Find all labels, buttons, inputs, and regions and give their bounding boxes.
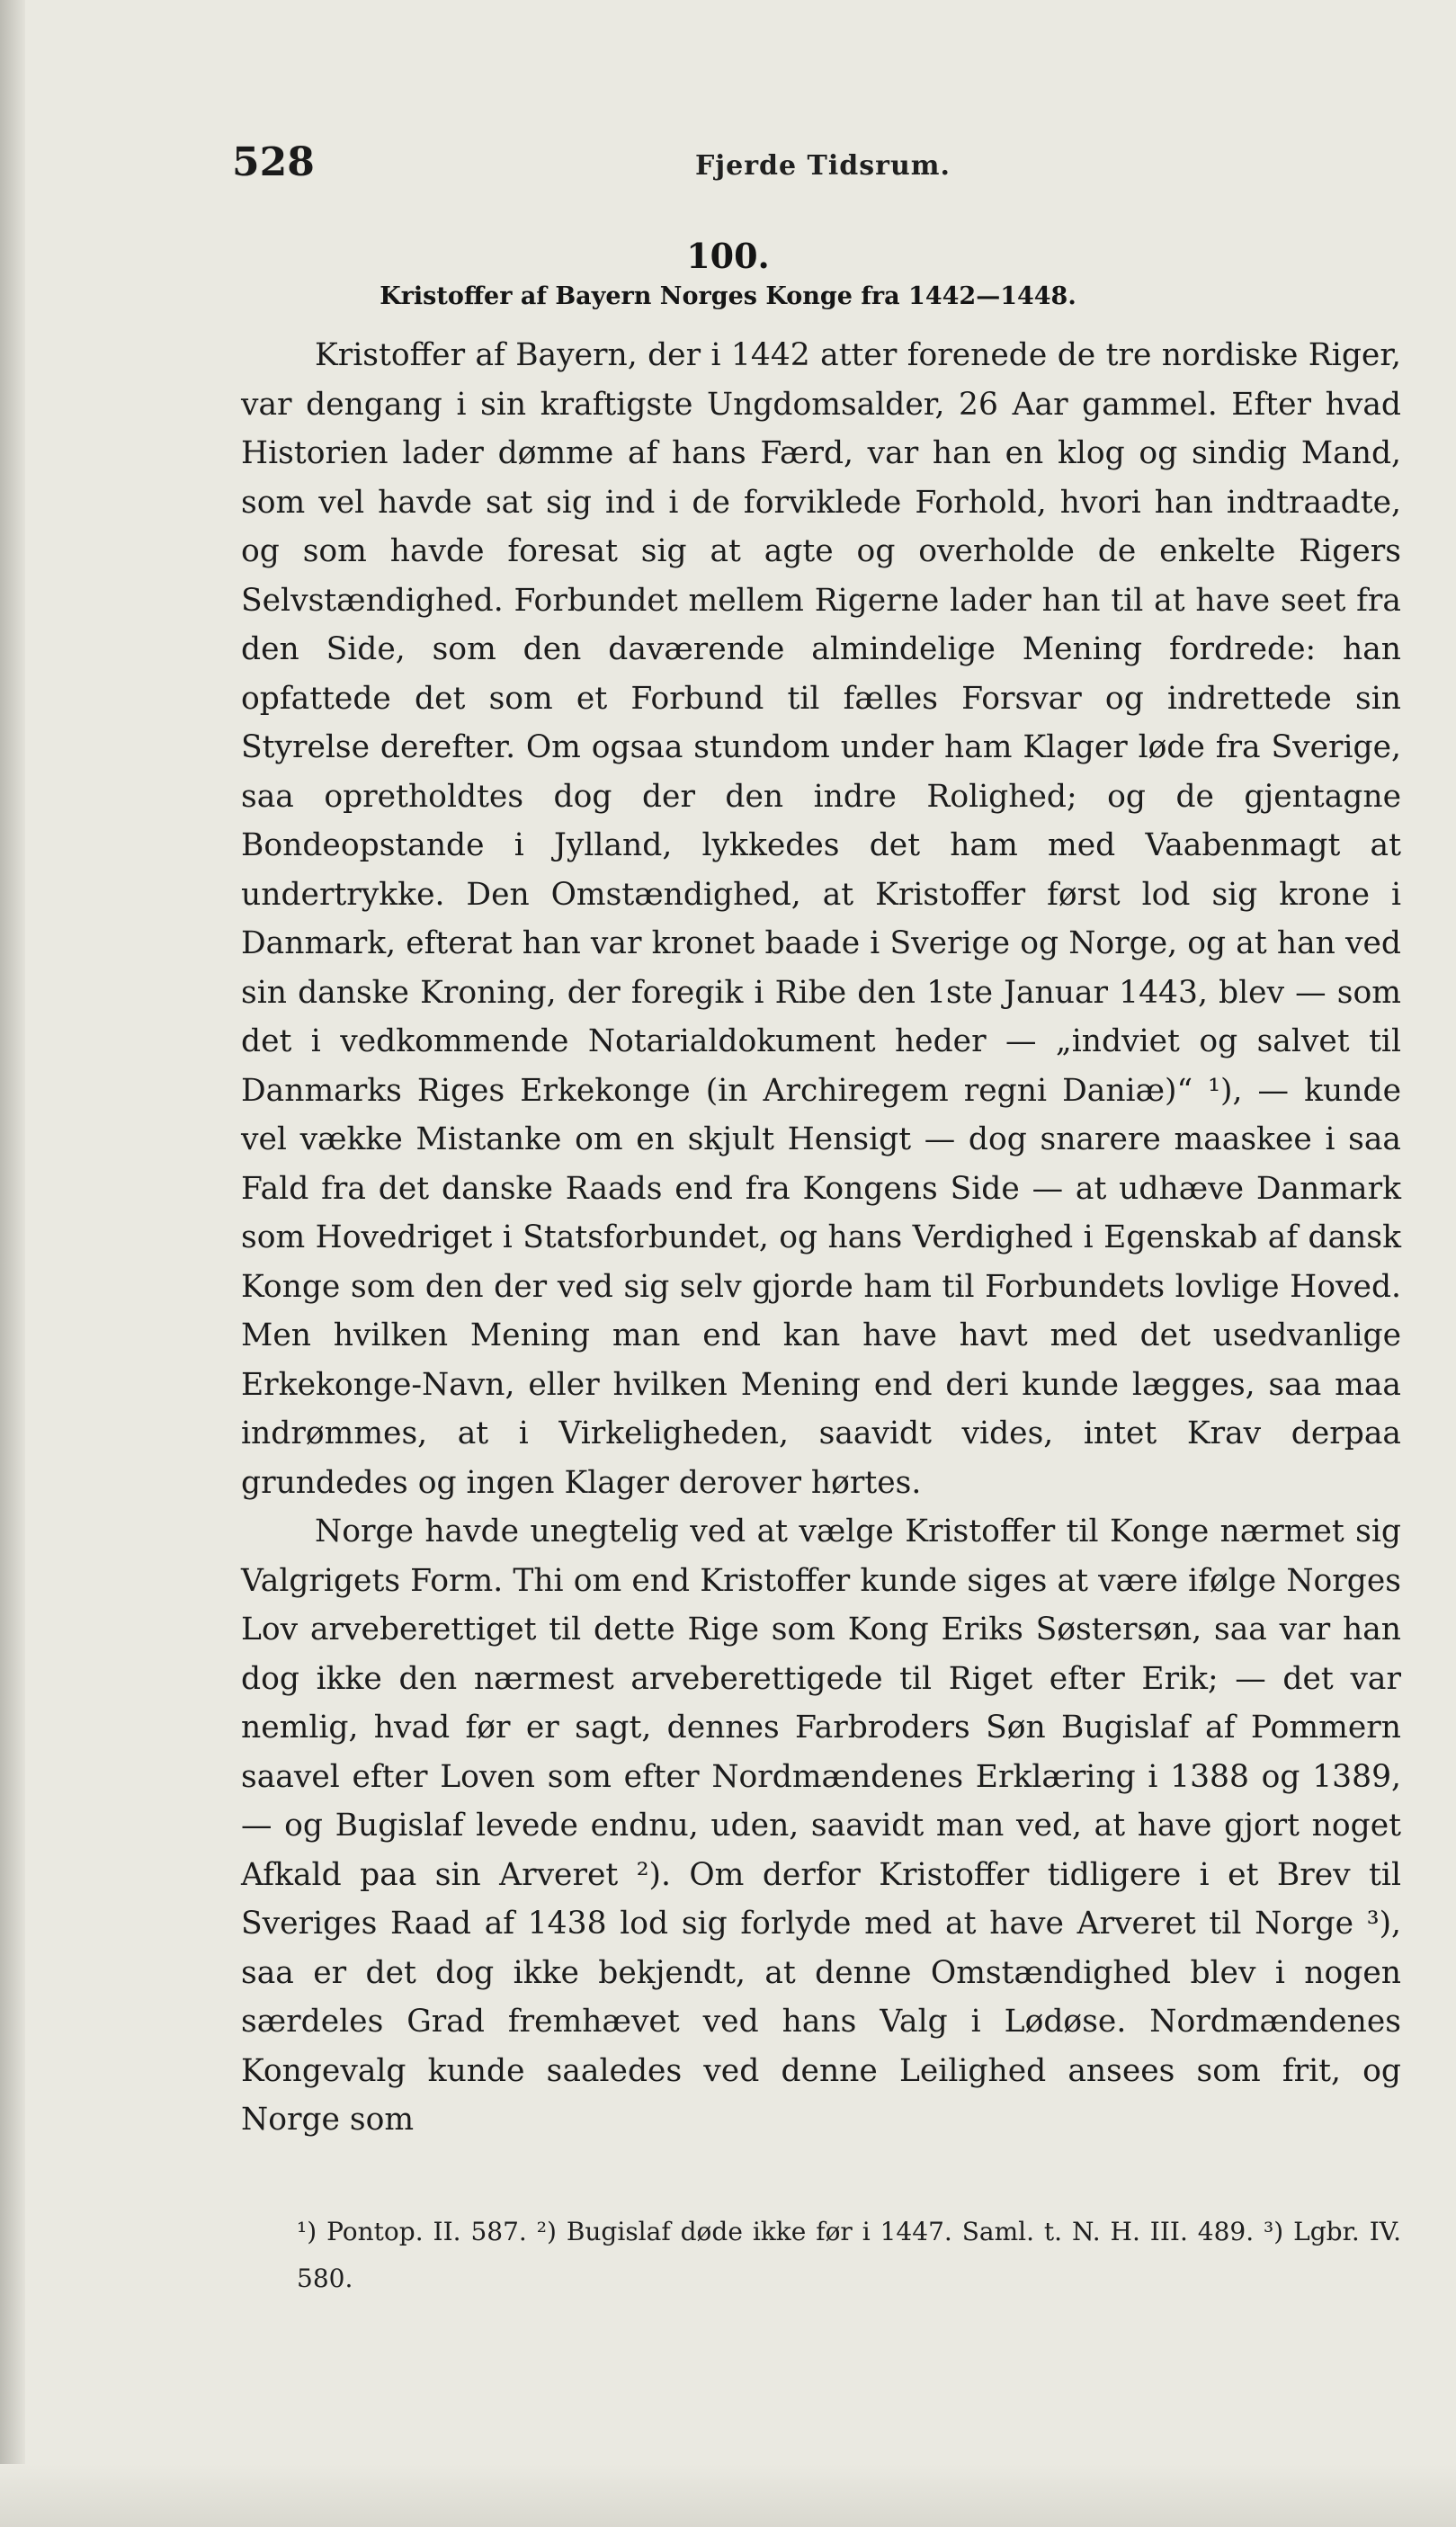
footnotes bbox=[297, 2209, 1401, 2302]
page-header bbox=[232, 139, 1401, 202]
body-text bbox=[241, 331, 1401, 2145]
page-bottom-margin bbox=[0, 2464, 1456, 2527]
section-number: 100. bbox=[686, 236, 770, 276]
paragraph: Kristoffer af Bayern, der i 1442 atter forenede de tre nordiske Riger, var dengang i sin kraftigste Ungdomsalder, 26 Aar gammel. Efter hvad Historien lader dømme af hans Færd, var han en klog og sindig Mand, som vel havde sat sig ind i de forviklede Forhold, hvori han indtraadte, og som havde foresat sig at agte og overholde de enkelte Rigers Selvstændighed. Forbundet mellem Rigerne lader han til at have seet fra den Side, som den daværende almindelige Mening fordrede: han opfattede det som et Forbund til fælles Forsvar og indrettede sin Styrelse derefter. Om ogsaa stundom under ham Klager løde fra Sverige, saa opretholdtes dog der den indre Rolighed; og de gjentagne Bondeopstande i Jylland, lykkedes det ham med Vaabenmagt at undertrykke. Den Omstændighed, at Kristoffer først lod sig krone i Danmark, efterat han var kronet baade i Sverige og Norge, og at han ved sin danske Kroning, der foregik i Ribe den 1ste Januar 1443, blev — som det i vedkommende Notarialdokument heder — „indviet og salvet til Danmarks Riges Erkekonge (in Archiregem regni Daniæ)“ ¹), — kunde vel vække Mistanke om en skjult Hensigt — dog snarere maaskee i saa Fald fra det danske Raads end fra Kongens Side — at udhæve Danmark som Hovedriget i Statsforbundet, og hans Verdighed i Egenskab af dansk Konge som den der ved sig selv gjorde ham til Forbundets lovlige Hoved. Men hvilken Mening man end kan have havt med det usedvanlige Erkekonge-Navn, eller hvilken Mening end deri kunde lægges, saa maa indrømmes, at i Virkeligheden, saavidt vides, intet Krav derpaa grundedes og ingen Klager derover hørtes. bbox=[241, 337, 1401, 1501]
section-title: Kristoffer af Bayern Norges Konge fra 1442—1448. bbox=[380, 282, 1076, 310]
footnote-line: ¹) Pontop. II. 587. ²) Bugislaf døde ikke før i 1447. Saml. t. N. H. III. 489. ³) Lgbr. IV. 580. bbox=[297, 2217, 1401, 2293]
page-binding-shadow bbox=[0, 0, 25, 2527]
running-head: Fjerde Tidsrum. bbox=[695, 150, 951, 182]
paragraph: Norge havde unegtelig ved at vælge Kristoffer til Konge nærmet sig Valgrigets Form. Thi om end Kristoffer kunde siges at være ifølge Norges Lov arveberettiget til dette Rige som Kong Eriks Søstersøn, saa var han dog ikke den nærmest arveberettigede til Riget efter Erik; — det var nemlig, hvad før er sagt, dennes Farbroders Søn Bugislaf af Pommern saavel efter Loven som efter Nordmændenes Erklæring i 1388 og 1389, — og Bugislaf levede endnu, uden, saavidt man ved, at have gjort noget Afkald paa sin Arveret ²). Om derfor Kristoffer tidligere i et Brev til Sveriges Raad af 1438 lod sig forlyde med at have Arveret til Norge ³), saa er det dog ikke bekjendt, at denne Omstændighed blev i nogen særdeles Grad fremhævet ved hans Valg i Lødøse. Nordmændenes Kongevalg kunde saaledes ved denne Leilighed ansees som frit, og Norge som bbox=[241, 1514, 1401, 2138]
page-number: 528 bbox=[232, 139, 315, 185]
